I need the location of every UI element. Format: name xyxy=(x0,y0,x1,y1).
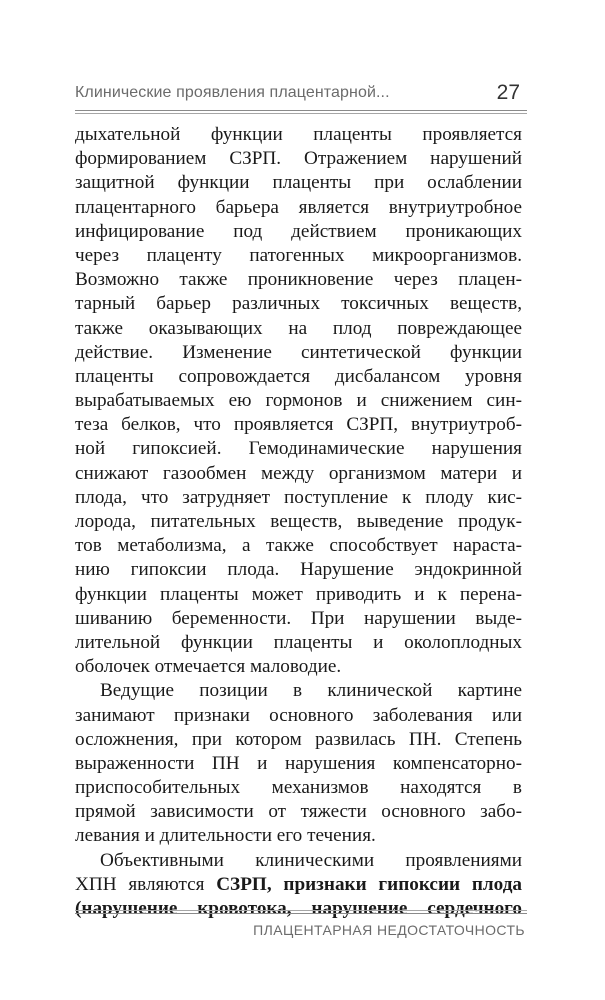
text-line: лительной функции плаценты и околоплодных xyxy=(75,631,522,653)
text-line xyxy=(75,873,522,897)
footer-rule xyxy=(75,913,527,914)
text-run: ХПН являются xyxy=(75,873,217,895)
text-line: шиванию беременности. При нарушении выде- xyxy=(75,607,522,629)
text-line: функции плаценты может приводить и к перена- xyxy=(75,583,522,605)
text-line: Возможно также проникновение через плацен- xyxy=(75,269,522,291)
header-rule-thin xyxy=(75,113,527,114)
running-header xyxy=(75,82,520,110)
text-line: выраженности ПН и нарушения компенсаторно- xyxy=(75,752,522,774)
text-line: Ведущие позиции в клинической картине xyxy=(100,680,522,702)
text-line: лорода, питательных веществ, выведение продук- xyxy=(75,511,522,532)
text-line: плаценты сопровождается дисбалансом уровня xyxy=(75,365,522,387)
text-line: действие. Изменение синтетической функции xyxy=(75,341,522,363)
text-line: тарный барьер различных токсичных веществ, xyxy=(75,293,522,315)
text-line: плацентарного барьера является внутриутробное xyxy=(75,196,522,218)
text-line: также оказывающих на плод повреждающее xyxy=(75,317,522,339)
text-line: инфицирование под действием проникающих xyxy=(75,220,522,242)
bold-text-run: (нарушение кровотока, нарушение сердечного xyxy=(75,898,522,919)
text-line: дыхательной функции плаценты проявляется xyxy=(75,124,522,145)
footer-rule-thin xyxy=(75,910,527,911)
bold-text-run: СЗРП, признаки гипоксии плода xyxy=(216,873,522,895)
text-line: тов метаболизма, а также способствует нараста- xyxy=(75,535,522,557)
text-line: приспособительных механизмов находятся в xyxy=(75,777,522,799)
text-line: занимают признаки основного заболевания или xyxy=(75,704,522,726)
body-text xyxy=(75,123,522,921)
page-number: 27 xyxy=(496,81,520,104)
text-line: левания и длительности его течения. xyxy=(75,825,376,847)
text-line: нию гипоксии плода. Нарушение эндокринной xyxy=(75,559,522,581)
running-title: Клинические проявления плацентарной... xyxy=(75,84,390,101)
text-line: формированием СЗРП. Отражением нарушений xyxy=(75,148,522,170)
text-line: вырабатываемых ею гормонов и снижением син- xyxy=(75,390,522,412)
text-line: осложнения, при котором развилась ПН. Степень xyxy=(75,728,522,750)
text-line: оболочек отмечается маловодие. xyxy=(75,656,342,678)
running-footer: ПЛАЦЕНТАРНАЯ НЕДОСТАТОЧНОСТЬ xyxy=(253,922,525,938)
text-line: снижают газообмен между организмом матери и xyxy=(75,462,522,484)
text-line: через плаценту патогенных микроорганизмов. xyxy=(75,244,522,266)
header-rule xyxy=(75,110,527,111)
text-line: теза белков, что проявляется СЗРП, внутриутроб- xyxy=(75,414,522,436)
text-line: прямой зависимости от тяжести основного забо- xyxy=(75,801,522,823)
text-line: ной гипоксией. Гемодинамические нарушения xyxy=(75,438,522,460)
text-line: плода, что затрудняет поступление к плоду кис- xyxy=(75,486,522,508)
text-line: защитной функции плаценты при ослаблении xyxy=(75,172,522,194)
text-line: Объективными клиническими проявлениями xyxy=(100,849,522,871)
